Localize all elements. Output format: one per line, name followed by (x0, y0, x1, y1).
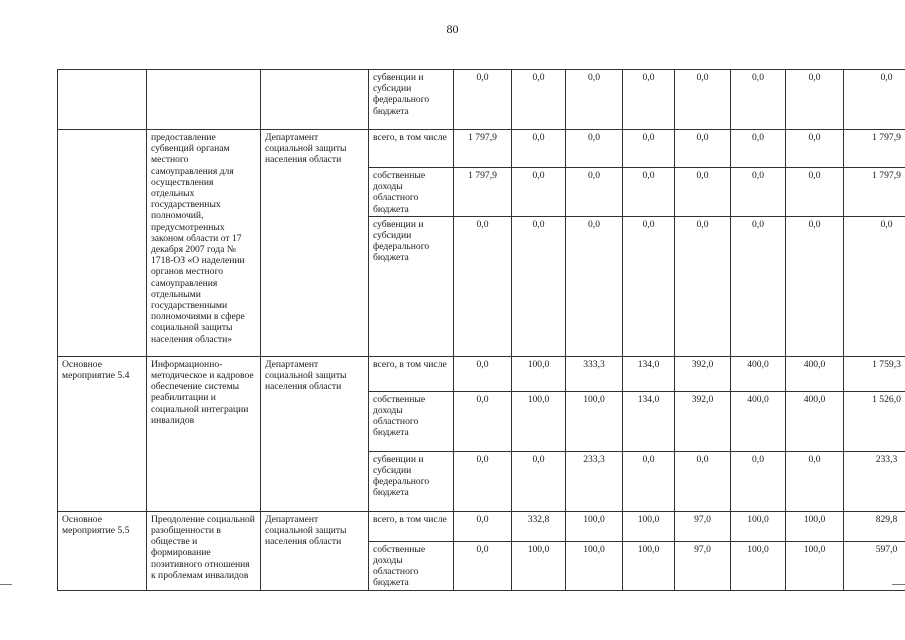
value-cell: 100,0 (512, 391, 566, 451)
table-row (58, 511, 905, 541)
value-cell: 0,0 (454, 511, 512, 541)
value-cell: 0,0 (675, 216, 731, 356)
total-value-cell: 233,3 (844, 451, 905, 511)
value-cell: 392,0 (675, 391, 731, 451)
activity-cell: Основное мероприятие 5.4 (58, 356, 147, 511)
value-cell: 332,8 (512, 511, 566, 541)
table-row (58, 356, 905, 391)
value-cell: 0,0 (786, 130, 844, 168)
value-cell: 0,0 (786, 216, 844, 356)
value-cell: 100,0 (566, 511, 623, 541)
value-cell: 233,3 (566, 451, 623, 511)
value-cell: 97,0 (675, 511, 731, 541)
value-cell: 0,0 (566, 168, 623, 217)
executor-cell: Департамент социальной защиты населения области (261, 511, 369, 590)
value-cell: 0,0 (623, 168, 675, 217)
value-cell: 0,0 (566, 70, 623, 130)
value-cell: 333,3 (566, 356, 623, 391)
value-cell: 134,0 (623, 356, 675, 391)
value-cell: 400,0 (786, 391, 844, 451)
measure-name-cell: Информационно-методическое и кадровое обеспечение системы реабилитации и социальной интеграции инвалидов (147, 356, 261, 511)
funding-source-cell: субвенции и субсидии федерального бюджета (369, 70, 454, 130)
activity-cell (58, 70, 147, 130)
value-cell: 0,0 (512, 130, 566, 168)
value-cell: 400,0 (731, 391, 786, 451)
value-cell: 0,0 (786, 451, 844, 511)
funding-source-cell: собственные доходы областного бюджета (369, 168, 454, 217)
measure-name-cell (147, 70, 261, 130)
total-value-cell: 1 797,9 (844, 168, 905, 217)
value-cell: 100,0 (731, 541, 786, 590)
value-cell: 0,0 (512, 216, 566, 356)
measure-name-cell: Преодоление социальной разобщенности в обществе и формирование позитивного отношения к проблемам инвалидов (147, 511, 261, 590)
funding-source-cell: собственные доходы областного бюджета (369, 541, 454, 590)
value-cell: 0,0 (623, 216, 675, 356)
funding-source-cell: всего, в том числе (369, 511, 454, 541)
total-value-cell: 1 797,9 (844, 130, 905, 168)
value-cell: 134,0 (623, 391, 675, 451)
value-cell: 0,0 (623, 451, 675, 511)
value-cell: 0,0 (731, 130, 786, 168)
value-cell: 100,0 (731, 511, 786, 541)
value-cell: 0,0 (566, 130, 623, 168)
value-cell: 0,0 (454, 356, 512, 391)
value-cell: 0,0 (731, 70, 786, 130)
budget-table (57, 69, 905, 591)
total-value-cell: 0,0 (844, 216, 905, 356)
total-value-cell: 597,0 (844, 541, 905, 590)
value-cell: 1 797,9 (454, 130, 512, 168)
value-cell: 400,0 (731, 356, 786, 391)
value-cell: 0,0 (731, 168, 786, 217)
value-cell: 0,0 (454, 451, 512, 511)
value-cell: 0,0 (512, 168, 566, 217)
value-cell: 400,0 (786, 356, 844, 391)
value-cell: 0,0 (454, 541, 512, 590)
total-value-cell: 1 759,3 (844, 356, 905, 391)
funding-source-cell: собственные доходы областного бюджета (369, 391, 454, 451)
executor-cell: Департамент социальной защиты населения области (261, 130, 369, 357)
value-cell: 0,0 (675, 168, 731, 217)
value-cell: 0,0 (786, 168, 844, 217)
value-cell: 0,0 (623, 70, 675, 130)
value-cell: 0,0 (731, 451, 786, 511)
value-cell: 392,0 (675, 356, 731, 391)
value-cell: 0,0 (454, 216, 512, 356)
funding-source-cell: всего, в том числе (369, 130, 454, 168)
value-cell: 1 797,9 (454, 168, 512, 217)
value-cell: 100,0 (566, 391, 623, 451)
value-cell: 0,0 (731, 216, 786, 356)
funding-source-cell: субвенции и субсидии федерального бюджета (369, 216, 454, 356)
funding-source-cell: субвенции и субсидии федерального бюджета (369, 451, 454, 511)
value-cell: 100,0 (786, 511, 844, 541)
value-cell: 100,0 (512, 356, 566, 391)
right-edge-mark (892, 584, 905, 585)
value-cell: 0,0 (786, 70, 844, 130)
value-cell: 0,0 (454, 70, 512, 130)
value-cell: 0,0 (675, 130, 731, 168)
value-cell: 0,0 (566, 216, 623, 356)
funding-source-cell: всего, в том числе (369, 356, 454, 391)
table-row (58, 70, 905, 130)
value-cell: 100,0 (786, 541, 844, 590)
value-cell: 0,0 (675, 451, 731, 511)
activity-cell: Основное мероприятие 5.5 (58, 511, 147, 590)
page-number: 80 (446, 22, 459, 36)
measure-name-cell: предоставление субвенций органам местного самоуправления для осуществления отдельных государственных полномочий, предусмотренных законом области от 17 декабря 2007 года № 1718-ОЗ «О наделении органов местного самоуправления отдельными государственными полномочиями в сфере социальной защиты населения области» (147, 130, 261, 357)
total-value-cell: 1 526,0 (844, 391, 905, 451)
value-cell: 0,0 (623, 130, 675, 168)
total-value-cell: 0,0 (844, 70, 905, 130)
left-edge-mark (0, 584, 12, 585)
value-cell: 100,0 (566, 541, 623, 590)
value-cell: 0,0 (675, 70, 731, 130)
activity-cell (58, 130, 147, 357)
executor-cell: Департамент социальной защиты населения области (261, 356, 369, 511)
total-value-cell: 829,8 (844, 511, 905, 541)
value-cell: 97,0 (675, 541, 731, 590)
table-row (58, 130, 905, 168)
value-cell: 100,0 (623, 541, 675, 590)
value-cell: 100,0 (512, 541, 566, 590)
value-cell: 0,0 (512, 70, 566, 130)
value-cell: 0,0 (454, 391, 512, 451)
value-cell: 100,0 (623, 511, 675, 541)
executor-cell (261, 70, 369, 130)
value-cell: 0,0 (512, 451, 566, 511)
